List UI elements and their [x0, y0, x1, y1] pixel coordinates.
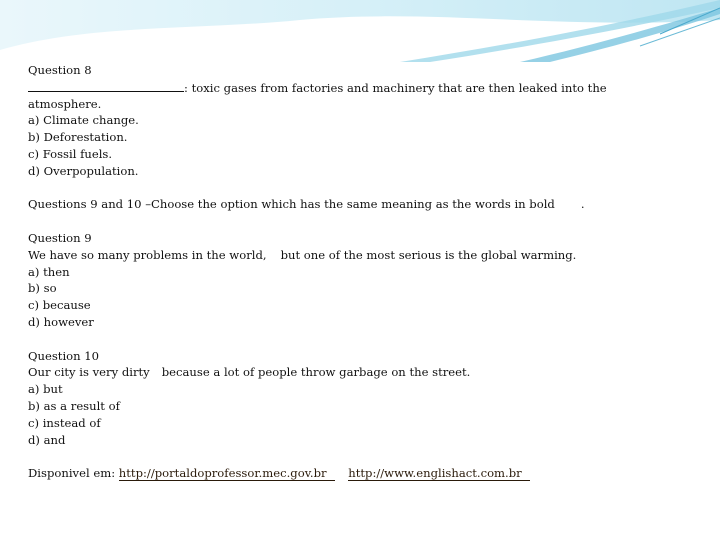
- question-8-option-d: d) Overpopulation.: [28, 163, 139, 178]
- question-10-option-c: c) instead of: [28, 415, 101, 430]
- question-10-heading: Question 10: [28, 348, 100, 363]
- question-9-sentence-b: but one of the most serious is the global warming.: [280, 247, 577, 262]
- question-10-option-d: d) and: [28, 432, 66, 447]
- question-10-option-b: b) as a result of: [28, 398, 120, 413]
- question-9-option-c: c) because: [28, 298, 91, 313]
- question-8-heading: Question 8: [28, 63, 92, 77]
- question-8-option-c: c) Fossil fuels.: [28, 146, 113, 161]
- question-8-stem: [28, 79, 708, 96]
- question-8-option-a: a) Climate change.: [28, 113, 139, 128]
- question-10-sentence-a: Our city is very dirty: [28, 365, 150, 380]
- instructions: [28, 196, 708, 213]
- question-8-stem-cont: atmosphere.: [28, 96, 102, 111]
- instructions-period: .: [580, 197, 585, 212]
- question-9-sentence: [28, 247, 708, 264]
- question-9-option-b: b) so: [28, 281, 57, 296]
- question-10-sentence-b: because a lot of people throw garbage on the street.: [161, 365, 471, 380]
- question-8-option-b: b) Deforestation.: [28, 130, 128, 145]
- question-10-option-a: a) but: [28, 382, 63, 397]
- question-8-stem-text: : toxic gases from factories and machinery that are then leaked into the: [184, 80, 607, 95]
- question-9-heading: Question 9: [28, 230, 92, 245]
- instructions-text: Questions 9 and 10 –Choose the option which has the same meaning as the words in bold: [28, 197, 555, 212]
- question-9-option-a: a) then: [28, 264, 70, 279]
- source-link-englishact[interactable]: http://www.englishact.com.br: [348, 466, 529, 481]
- question-9-sentence-a: We have so many problems in the world,: [28, 247, 267, 262]
- source-label: Disponivel em:: [28, 466, 116, 481]
- answer-blank: [28, 79, 184, 92]
- question-10-sentence: [28, 364, 708, 381]
- header-decoration: [0, 0, 720, 62]
- source-link-portaldoprofessor[interactable]: http://portaldoprofessor.mec.gov.br: [119, 466, 335, 481]
- source-line: [28, 465, 708, 482]
- question-9-option-d: d) however: [28, 314, 94, 329]
- worksheet-content: [28, 62, 708, 482]
